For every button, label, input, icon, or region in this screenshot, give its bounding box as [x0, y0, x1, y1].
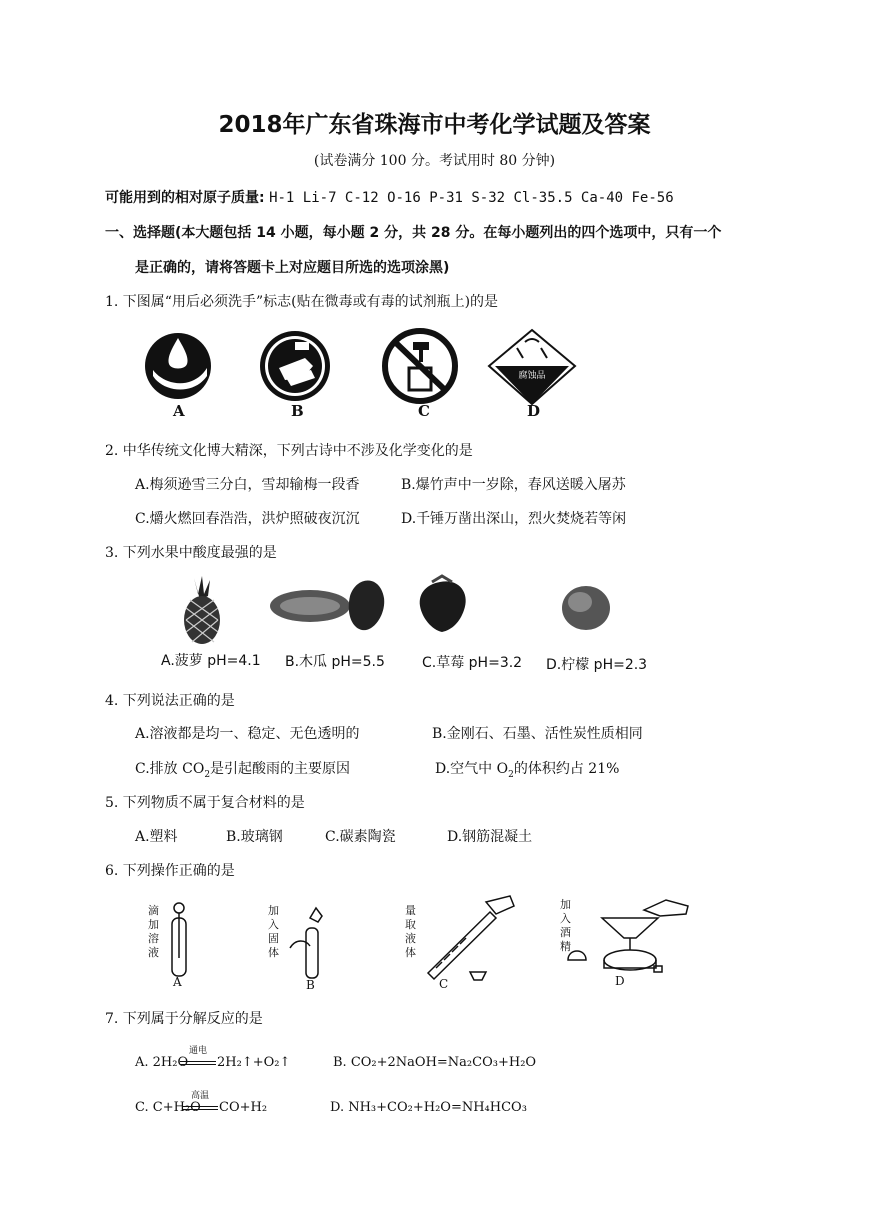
q7-option-c-right: CO+H₂	[219, 1100, 268, 1115]
sign-label-d: D	[527, 402, 541, 420]
q7-condition-a: 通电	[188, 1046, 207, 1056]
dropper-test-tube-icon	[172, 903, 186, 976]
fruit-label-b: B.木瓜 pH=5.5	[285, 654, 385, 670]
atomic-mass-values: H-1 Li-7 C-12 O-16 P-31 S-32 Cl-35.5 Ca-40 Fe-56	[269, 190, 674, 206]
q2-option-b: B.爆竹声中一岁除，春风送暖入屠苏	[401, 477, 626, 493]
q2-option-c: C.爝火燃回春浩浩，洪炉照破夜沉沉	[135, 511, 360, 527]
q7-condition-c: 高温	[190, 1091, 209, 1101]
sign-b-hand-wash-icon	[260, 331, 330, 401]
sign-d-corrosive-icon	[489, 330, 575, 404]
graduated-cylinder-icon	[428, 896, 514, 980]
q4-option-a: A.溶液都是均一、稳定、无色透明的	[135, 726, 360, 742]
section-header-line2: 是正确的，请将答题卡上对应题目所选的选项涂黑)	[135, 260, 450, 276]
fruit-label-d: D.柠檬 pH=2.3	[546, 657, 648, 673]
sign-c-no-drinking-icon	[385, 331, 455, 401]
pineapple-icon	[184, 576, 220, 644]
question-6-stem: 6. 下列操作正确的是	[105, 863, 235, 879]
page-title: 2018年广东省珠海市中考化学试题及答案	[218, 112, 651, 138]
q2-option-a: A.梅须逊雪三分白，雪却输梅一段香	[135, 477, 360, 493]
lemon-icon	[562, 586, 610, 630]
q2-option-d: D.千锤万凿出深山，烈火焚烧若等闲	[401, 511, 627, 527]
lab-caption-d: 加入酒精	[560, 898, 571, 953]
question-3-fruits	[170, 574, 620, 646]
q4-option-c: C.排放 $CO_2$是引起酸雨的主要原因	[135, 761, 351, 780]
q7-option-d: D. NH₃+CO₂+H₂O=NH₄HCO₃	[330, 1100, 527, 1115]
q7-option-b: B. CO₂+2NaOH=Na₂CO₃+H₂O	[333, 1055, 537, 1070]
atomic-mass-label: 可能用到的相对原子质量:	[105, 190, 265, 206]
atomic-mass-line	[105, 187, 674, 207]
svg-text:腐蚀品: 腐蚀品	[518, 371, 546, 381]
lab-label-d: D	[615, 974, 625, 988]
sign-label-a: A	[173, 402, 185, 420]
lab-label-b: B	[306, 978, 315, 992]
q4-option-d: D.空气中 $O_2$的体积约占 21%	[435, 761, 620, 780]
q4-option-b: B.金刚石、石墨、活性炭性质相同	[432, 726, 643, 742]
question-6-lab-operations	[160, 888, 700, 983]
strawberry-icon	[420, 576, 466, 632]
sign-a-water-drop-icon	[145, 333, 211, 399]
q7-option-c-left: C. C+H₂O	[135, 1100, 201, 1115]
lab-caption-a: 滴加溶液	[148, 904, 159, 959]
q5-option-d: D.钢筋混凝土	[447, 829, 533, 845]
lab-caption-c: 量取液体	[405, 904, 416, 959]
fruit-label-c: C.草莓 pH=3.2	[422, 655, 523, 671]
page-subtitle: (试卷满分 100 分。考试用时 80 分钟)	[313, 153, 556, 169]
question-4-stem: 4. 下列说法正确的是	[105, 693, 235, 709]
q5-option-c: C.碳素陶瓷	[325, 829, 396, 845]
question-3-stem: 3. 下列水果中酸度最强的是	[105, 545, 277, 561]
q7-option-a-right: 2H₂↑+O₂↑	[217, 1055, 291, 1070]
q5-option-b: B.玻璃钢	[226, 829, 283, 845]
sign-label-b: B	[291, 402, 304, 420]
q7-option-a-left: A. 2H₂O	[135, 1055, 189, 1070]
papaya-icon	[270, 581, 384, 631]
question-1-stem: 1. 下图属“用后必须洗手”标志(贴在微毒或有毒的试剂瓶上)的是	[105, 294, 499, 310]
lab-label-c: C	[439, 977, 449, 991]
question-2-stem: 2. 中华传统文化博大精深，下列古诗中不涉及化学变化的是	[105, 443, 473, 459]
question-7-stem: 7. 下列属于分解反应的是	[105, 1011, 263, 1027]
solid-test-tube-icon	[290, 908, 322, 978]
lab-label-a: A	[173, 975, 182, 989]
question-1-signs	[145, 328, 585, 408]
alcohol-lamp-icon	[568, 900, 688, 972]
q7-equals-c	[182, 1106, 218, 1110]
sign-label-c: C	[418, 402, 430, 420]
section-header-line1: 一、选择题(本大题包括 14 小题，每小题 2 分，共 28 分。在每小题列出的四个选项中，只有一个	[105, 225, 722, 241]
lab-caption-b: 加入固体	[268, 904, 279, 959]
question-5-stem: 5. 下列物质不属于复合材料的是	[105, 795, 305, 811]
fruit-label-a: A.菠萝 pH=4.1	[161, 653, 261, 669]
q5-option-a: A.塑料	[135, 829, 178, 845]
q7-equals-a	[180, 1061, 216, 1065]
